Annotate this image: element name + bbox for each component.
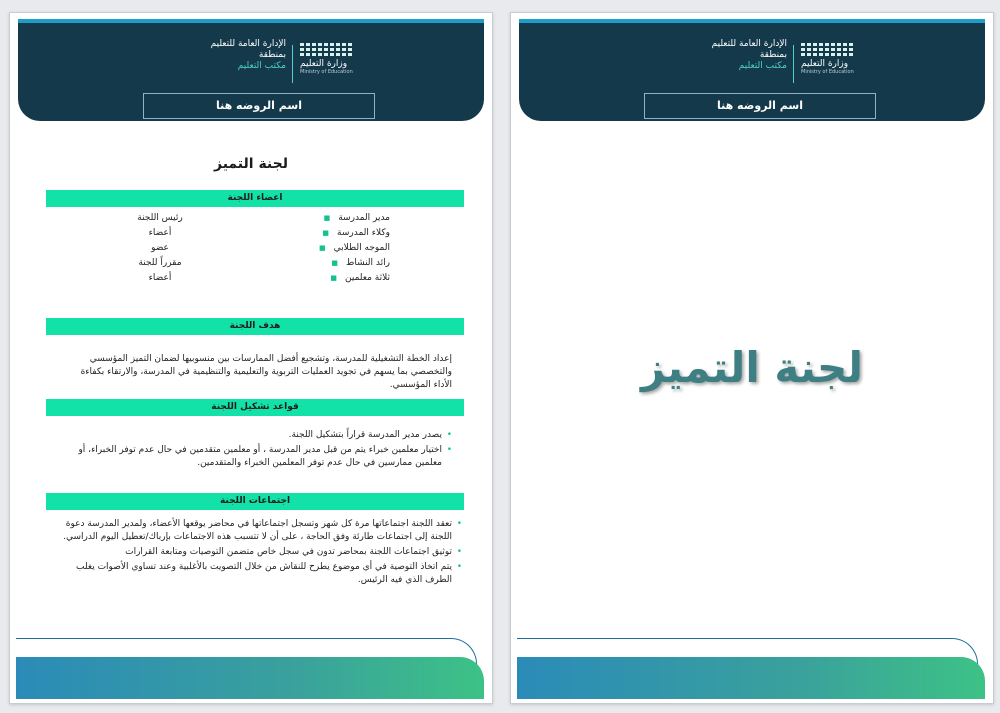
member-role: وكلاء المدرسة ■ bbox=[280, 226, 390, 241]
members-list bbox=[110, 211, 390, 286]
school-name-box: اسم الروضه هنا bbox=[644, 93, 876, 119]
admin-block bbox=[168, 39, 286, 72]
member-position: أعضاء bbox=[148, 273, 172, 283]
ministry-logo-icon bbox=[801, 43, 861, 56]
rules-block bbox=[70, 429, 452, 472]
rule-item: • يصدر مدير المدرسة قراراً بتشكيل اللجنة. bbox=[70, 429, 452, 442]
header-divider bbox=[292, 45, 293, 83]
office-name: مكتب التعليم bbox=[738, 61, 787, 71]
rule-item: • اختيار معلمين خبراء يتم من قبل مدير المدرسة ، أو معلمين متقدمين في حال عدم توفر الخبراء، أو معلمين ممارسين في حال عدم توفر المعلمين الخبراء والمتقدمين. bbox=[70, 444, 452, 470]
member-row bbox=[110, 226, 390, 241]
ministry-name-en: Ministry of Education bbox=[801, 69, 854, 75]
member-row bbox=[110, 241, 390, 256]
meeting-item: • يتم اتخاذ التوصية في أي موضوع يطرح للنقاش من خلال التصويت بالأغلبية وعند تساوي الأصوات يغلب الطرف الذي فيه الرئيس. bbox=[50, 561, 462, 587]
member-row bbox=[110, 211, 390, 226]
admin-line-1: الإدارة العامة للتعليم bbox=[711, 39, 787, 49]
member-role: ثلاثة معلمين ■ bbox=[280, 271, 390, 286]
footer-band bbox=[16, 657, 484, 699]
member-position: مقرراً للجنة bbox=[138, 258, 182, 268]
header-divider bbox=[793, 45, 794, 83]
rules-list bbox=[70, 429, 452, 470]
cover-title: لجنة التميز bbox=[640, 343, 864, 392]
member-row bbox=[110, 256, 390, 271]
goal-text: إعداد الخطة التشغيلية للمدرسة، وتشجيع أفضل الممارسات بين منسوبيها لضمان التميز المؤسسي والتخصصي بما يسهم في تجويد العمليات التربوية والتعليمية والتنظيمية في المدرسة، والارتقاء بكفاءة الأداء المؤسسي. bbox=[80, 354, 452, 390]
rules-heading: قواعد تشكيل اللجنة bbox=[46, 399, 464, 416]
document-page-right bbox=[510, 12, 994, 704]
meeting-item: • تعقد اللجنة اجتماعاتها مرة كل شهر وتسجل اجتماعاتها في محاضر يوقعها الأعضاء، ولمدير المدرسة دعوة اللجنة إلى اجتماعات طارئة وفق الحاجة ، على أن لا تتسبب هذه الاجتماعات بإرباك/تعطيل اليوم الدراسي. bbox=[50, 518, 462, 544]
goal-heading: هدف اللجنة bbox=[46, 318, 464, 335]
meetings-list bbox=[50, 518, 462, 587]
admin-line-2: بمنطقة bbox=[258, 50, 286, 60]
meetings-block bbox=[50, 518, 462, 589]
goal-text-block bbox=[70, 353, 452, 392]
member-position: أعضاء bbox=[148, 228, 172, 238]
ministry-name-ar: وزارة التعليم bbox=[300, 59, 348, 69]
document-page-left bbox=[9, 12, 493, 704]
admin-line-1: الإدارة العامة للتعليم bbox=[210, 39, 286, 49]
admin-block bbox=[669, 39, 787, 72]
office-name: مكتب التعليم bbox=[237, 61, 286, 71]
ministry-name-ar: وزارة التعليم bbox=[801, 59, 849, 69]
meetings-heading: اجتماعات اللجنة bbox=[46, 493, 464, 510]
member-position: عضو bbox=[151, 243, 169, 253]
admin-line-2: بمنطقة bbox=[759, 50, 787, 60]
ministry-logo bbox=[801, 43, 871, 87]
member-row bbox=[110, 271, 390, 286]
footer-band bbox=[517, 657, 985, 699]
member-role: مدير المدرسة ■ bbox=[280, 211, 390, 226]
member-role: الموجه الطلابي ■ bbox=[280, 241, 390, 256]
school-name-box: اسم الروضه هنا bbox=[143, 93, 375, 119]
ministry-logo-icon bbox=[300, 43, 360, 56]
page-title: لجنة التميز bbox=[213, 156, 288, 172]
member-position: رئيس اللجنة bbox=[137, 213, 183, 223]
meeting-item: • توثيق اجتماعات اللجنة بمحاضر تدون في سجل خاص متضمن التوصيات ومتابعة القرارات bbox=[50, 546, 462, 559]
ministry-name-en: Ministry of Education bbox=[300, 69, 353, 75]
ministry-logo bbox=[300, 43, 370, 87]
members-heading: اعضاء اللجنة bbox=[46, 190, 464, 207]
member-role: رائد النشاط ■ bbox=[280, 256, 390, 271]
